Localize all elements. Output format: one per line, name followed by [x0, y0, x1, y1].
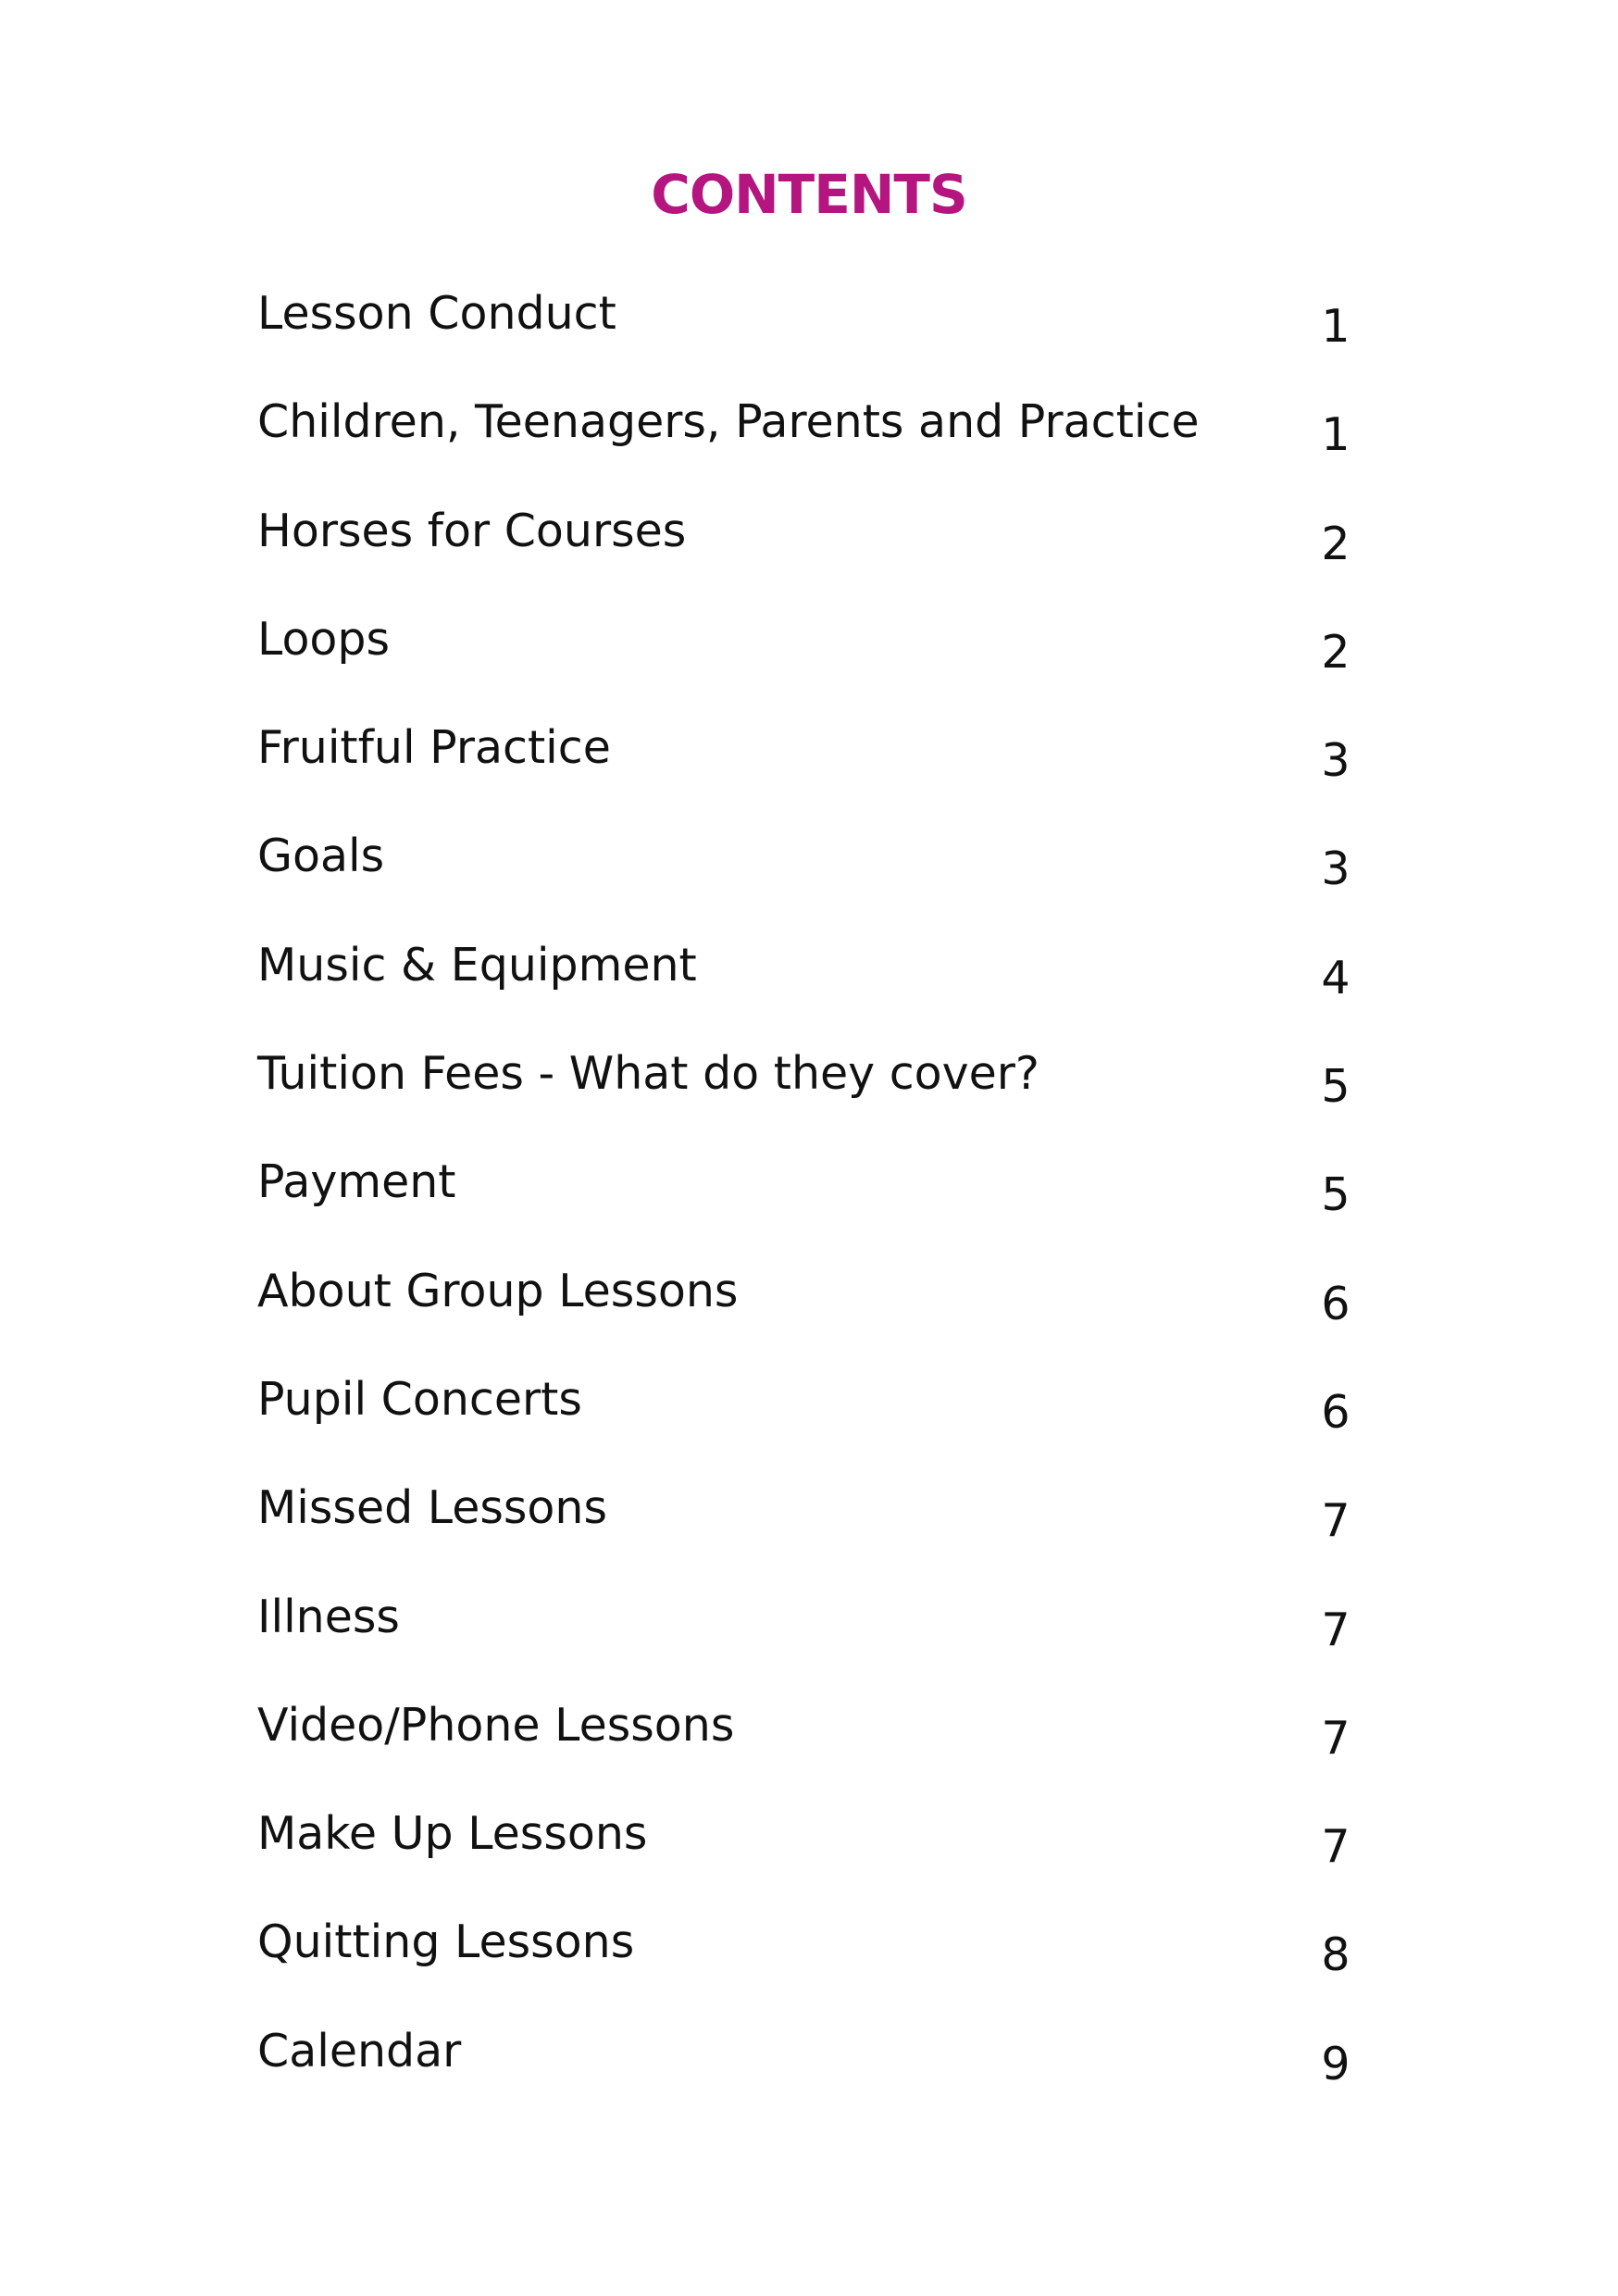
toc-entry[interactable] [257, 504, 1350, 617]
toc-entry[interactable] [257, 1698, 1350, 1811]
toc-entry-title: Make Up Lessons [257, 1807, 648, 1861]
toc-entry-page-number: 5 [1321, 1060, 1350, 1114]
toc-entry-page-number: 7 [1321, 1494, 1350, 1548]
toc-entry-page-number: 4 [1321, 951, 1350, 1004]
toc-entry-page-number: 7 [1321, 1711, 1350, 1765]
toc-entry-page-number: 7 [1321, 1820, 1350, 1874]
toc-entry[interactable] [257, 1590, 1350, 1703]
toc-entry-title: Goals [257, 830, 385, 883]
toc-entry[interactable] [257, 612, 1350, 725]
table-of-contents [257, 287, 1350, 2137]
toc-entry-title: Horses for Courses [257, 504, 687, 557]
toc-entry-title: Fruitful Practice [257, 721, 611, 775]
toc-entry-title: Loops [257, 612, 391, 666]
toc-entry[interactable] [257, 395, 1350, 507]
page-title: CONTENTS [651, 162, 967, 226]
toc-entry-title: Music & Equipment [257, 938, 697, 992]
toc-entry-title: Pupil Concerts [257, 1372, 582, 1426]
toc-entry[interactable] [257, 1372, 1350, 1485]
toc-entry[interactable] [257, 287, 1350, 399]
toc-entry-page-number: 3 [1321, 734, 1350, 788]
toc-entry-title: Calendar [257, 2024, 462, 2078]
toc-entry-title: About Group Lessons [257, 1264, 739, 1317]
toc-entry-title: Lesson Conduct [257, 287, 616, 340]
toc-entry-page-number: 1 [1321, 408, 1350, 462]
toc-entry-title: Illness [257, 1590, 400, 1643]
toc-entry[interactable] [257, 1047, 1350, 1159]
toc-entry-page-number: 1 [1321, 300, 1350, 353]
toc-entry-title: Missed Lessons [257, 1481, 607, 1535]
toc-entry-page-number: 2 [1321, 625, 1350, 679]
toc-entry[interactable] [257, 2024, 1350, 2137]
toc-entry[interactable] [257, 721, 1350, 833]
toc-entry[interactable] [257, 938, 1350, 1051]
toc-entry[interactable] [257, 1915, 1350, 2028]
toc-entry-page-number: 6 [1321, 1385, 1350, 1439]
toc-entry-title: Payment [257, 1155, 456, 1209]
toc-entry[interactable] [257, 1807, 1350, 1919]
toc-entry-page-number: 2 [1321, 517, 1350, 570]
toc-entry-page-number: 3 [1321, 842, 1350, 896]
toc-entry-title: Video/Phone Lessons [257, 1698, 735, 1752]
toc-entry[interactable] [257, 1264, 1350, 1377]
toc-entry-page-number: 9 [1321, 2037, 1350, 2090]
toc-entry-page-number: 6 [1321, 1277, 1350, 1330]
toc-entry-title: Quitting Lessons [257, 1915, 635, 1969]
toc-entry-page-number: 8 [1321, 1928, 1350, 1982]
toc-entry-page-number: 7 [1321, 1603, 1350, 1656]
toc-entry[interactable] [257, 1481, 1350, 1593]
toc-entry[interactable] [257, 1155, 1350, 1267]
toc-entry-page-number: 5 [1321, 1168, 1350, 1222]
toc-entry[interactable] [257, 830, 1350, 942]
toc-entry-title: Tuition Fees - What do they cover? [257, 1047, 1039, 1101]
toc-entry-title: Children, Teenagers, Parents and Practice [257, 395, 1200, 449]
